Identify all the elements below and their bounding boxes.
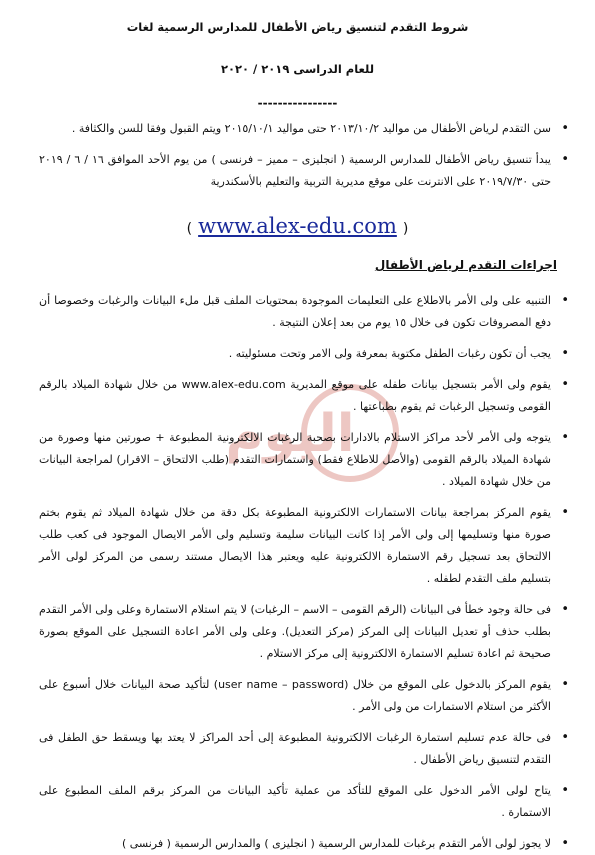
bullet-icon: • bbox=[561, 602, 569, 617]
list-item bbox=[39, 502, 569, 590]
list-item bbox=[39, 374, 569, 418]
list-item bbox=[39, 290, 569, 334]
list-item bbox=[39, 833, 569, 855]
procedure-text: يتاح لولى الأمر الدخول على الموقع للتأكد من عملية تأكيد البيانات من المركز برقم الملف المطبوع على الاستمارة . bbox=[39, 784, 551, 819]
website-link[interactable]: www.alex-edu.com bbox=[198, 214, 397, 238]
bullet-icon: • bbox=[561, 430, 569, 445]
list-item bbox=[39, 599, 569, 665]
conditions-list bbox=[39, 118, 569, 193]
watermark-text: اليوم bbox=[225, 404, 355, 464]
bullet-icon: • bbox=[561, 677, 569, 692]
list-item bbox=[39, 674, 569, 718]
separator-line: ---------------- bbox=[257, 96, 338, 110]
procedure-text: لا يجوز لولى الأمر التقدم برغبات للمدارس الرسمية ( انجليزى ) والمدارس الرسمية ( فرنسى ) bbox=[121, 837, 551, 850]
list-item bbox=[39, 780, 569, 824]
open-paren: ( bbox=[402, 221, 409, 237]
list-item bbox=[39, 343, 569, 365]
bullet-icon: • bbox=[561, 783, 569, 798]
procedure-text: التنبيه على ولى الأمر بالاطلاع على التعليمات الموجودة بمحتويات الملف قبل ملء البيانات والرغبات وخصوصا أن دفع المصروفات تكون فى خلال ١٥ يوم من بعد إعلان النتيجة . bbox=[39, 294, 551, 329]
bullet-icon: • bbox=[561, 293, 569, 308]
procedures-list bbox=[39, 290, 569, 855]
bullet-icon: • bbox=[561, 377, 569, 392]
list-item bbox=[39, 427, 569, 493]
procedure-text: يقوم ولى الأمر بتسجيل بيانات طفله على موقع المديرية www.alex-edu.com من خلال شهادة الميلاد بالرقم القومى وتسجيل الرغبات ثم يقوم بطباعتها . bbox=[39, 378, 551, 413]
procedure-text: فى حالة عدم تسليم استمارة الرغبات الالكترونية المطبوعة إلى أحد المراكز لا يعتد بها ويسقط حق الطفل فى التقدم لتنسيق رياض الأطفال . bbox=[39, 731, 551, 766]
condition-text: سن التقدم لرياض الأطفال من مواليد ٢٠١٣/١٠/٢ حتى مواليد ٢٠١٥/١٠/١ ويتم القبول وفقا للسن والكثافة . bbox=[71, 122, 551, 135]
list-item bbox=[39, 118, 569, 140]
procedures-heading: اجراءات التقدم لرياض الأطفال bbox=[374, 258, 557, 272]
close-paren: ) bbox=[186, 221, 193, 237]
bullet-icon: • bbox=[561, 346, 569, 361]
procedure-text: يجب أن تكون رغبات الطفل مكتوبة بمعرفة ولى الامر وتحت مسئوليته . bbox=[228, 347, 551, 360]
academic-year: للعام الدراسى ٢٠١٩ / ٢٠٢٠ bbox=[220, 62, 375, 76]
bullet-icon: • bbox=[561, 836, 569, 851]
bullet-icon: • bbox=[561, 152, 569, 167]
procedure-text: فى حالة وجود خطأ فى البيانات (الرقم القومى – الاسم – الرغبات) لا يتم استلام الاستمارة وعلى ولى الأمر التقدم بطلب حذف أو تعديل البيانات إلى المركز (مركز التعديل). وعلى ولى الأمر اعادة التسجيل على الموقع بصورة صحيحة ثم اعادة تسليم الاستمارة الالكترونية إلى مركز الاستلام . bbox=[39, 603, 551, 660]
bullet-icon: • bbox=[561, 505, 569, 520]
list-item bbox=[39, 149, 569, 193]
document-title: شروط التقدم لتنسيق رياض الأطفال للمدارس الرسمية لغات bbox=[126, 20, 469, 34]
website-line bbox=[0, 214, 595, 238]
bullet-icon: • bbox=[561, 121, 569, 136]
condition-text: يبدأ تنسيق رياض الأطفال للمدارس الرسمية ( انجليزى – مميز – فرنسى ) من يوم الأحد الموافق ١٦ / ٦ / ٢٠١٩ حتى ٢٠١٩/٧/٣٠ على الانترنت على موقع مديرية التربية والتعليم بالأسكندرية bbox=[39, 153, 551, 188]
procedure-text: يقوم المركز بالدخول على الموقع من خلال (user name – password) لتأكيد صحة البيانات خلال أسبوع على الأكثر من استلام الاستمارات من ولى الأمر . bbox=[39, 678, 552, 713]
bullet-icon: • bbox=[561, 730, 569, 745]
procedure-text: يتوجه ولى الأمر لأحد مراكز الاستلام بالادارات بصحبة الرغبات الالكترونية المطبوعة + صورتين منها وصورة من شهادة الميلاد بالرقم القومى (والأصل للاطلاع فقط) واستمارات التقدم (طلب الالتحاق – الاقرار) لمراجعة البيانات من خلال شهادة الميلاد . bbox=[39, 431, 551, 488]
procedure-text: يقوم المركز بمراجعة بيانات الاستمارات الالكترونية المطبوعة بكل دقة من خلال شهادة الميلاد ثم يقوم بختم صورة منها وتسليمها إلى ولى الأمر إذا كانت البيانات سليمة وتسليم ولى الأمر الايصال الموجود فى كعب طلب الالتحاق بعد تسجيل رقم الاستمارة الالكترونية عليه ويعتبر هذا الايصال مستند رسمى من المركز لولى الأمر بتسليم ملف التقدم لطفله . bbox=[39, 506, 551, 585]
list-item bbox=[39, 727, 569, 771]
